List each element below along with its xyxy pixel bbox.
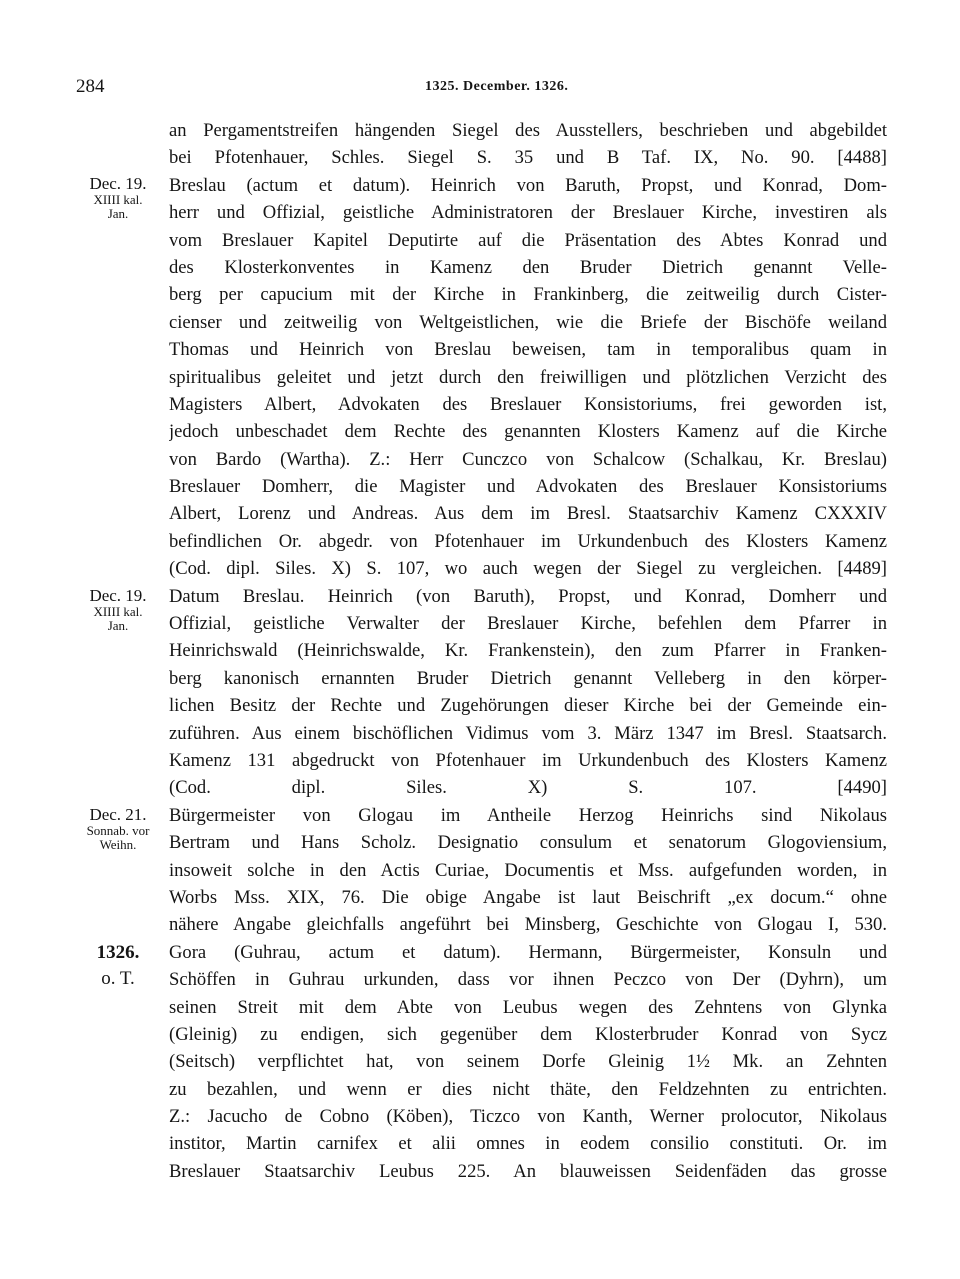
text-line: zuführen. Aus einem bischöflichen Vidimus vom 3. März 1347 im Bresl. Staatsarch. <box>169 722 887 744</box>
margin-roman-date: XIIII kal. <box>93 604 143 619</box>
text-line: Albert, Lorenz und Andreas. Aus dem im Bresl. Staatsarchiv Kamenz CXXXIV <box>169 503 887 525</box>
text-line: jedoch unbeschadet dem Rechte des genannten Klosters Kamenz auf die Kirche <box>169 421 887 443</box>
text-line: Worbs Mss. XIX, 76. Die obige Angabe ist laut Beischrift „ex docum.“ ohne <box>169 886 887 908</box>
page-header <box>0 76 960 106</box>
margin-roman-date: Sonnab. vor <box>86 823 150 838</box>
text-line: zu bezahlen, und wenn er dies nicht thäte, den Feldzehnten zu entrichten. <box>169 1078 887 1100</box>
margin-date-note <box>72 806 164 852</box>
margin-roman-date: XIIII kal. <box>93 192 143 207</box>
margin-year: 1326. <box>96 942 140 963</box>
page-number: 284 <box>76 76 105 97</box>
running-title: 1325. December. 1326. <box>425 79 569 94</box>
text-line: Thomas und Heinrich von Breslau beweisen, tam in temporalibus quam in <box>169 339 887 361</box>
text-line: (Cod. dipl. Siles. X) S. 107, wo auch wegen der Siegel zu vergleichen. [4489] <box>169 558 887 580</box>
text-line: cienser und zeitweilig von Weltgeistlichen, wie die Briefe der Bischöfe weiland <box>169 311 887 333</box>
body-text <box>169 117 887 1185</box>
text-line: Bertram und Hans Scholz. Designatio consulum et senatorum Glogoviensium, <box>169 832 887 854</box>
text-line: befindlichen Or. abgedr. von Pfotenhauer im Urkundenbuch des Klosters Kamenz <box>169 530 887 552</box>
text-line: (Seitsch) verpflichtet hat, von seinem Dorfe Gleinig 1½ Mk. an Zehnten <box>169 1051 887 1073</box>
text-line: seinen Streit mit dem Abte von Leubus wegen des Zehntens von Glynka <box>169 996 887 1018</box>
text-line: herr und Offizial, geistliche Administratoren der Breslauer Kirche, investiren als <box>169 202 887 224</box>
text-line: an Pergamentstreifen hängenden Siegel des Ausstellers, beschrieben und abgebildet <box>169 120 887 141</box>
text-line: vom Breslauer Kapitel Deputirte auf die Präsentation des Abtes Konrad und <box>169 229 887 251</box>
text-line: Bürgermeister von Glogau im Antheile Herzog Heinrichs sind Nikolaus <box>169 804 887 826</box>
text-line: bei Pfotenhauer, Schles. Siegel S. 35 und B Taf. IX, No. 90. [4488] <box>169 147 887 169</box>
text-line: von Bardo (Wartha). Z.: Herr Cunczco von Schalcow (Schalkau, Kr. Breslau) <box>169 448 887 470</box>
text-line: lichen Besitz der Rechte und Zugehörungen dieser Kirche bei der Gemeinde ein- <box>169 695 887 717</box>
margin-date: Dec. 19. <box>89 586 147 605</box>
text-line: spiritualibus geleitet und jetzt durch den freiwilligen und plötzlichen Verzicht des <box>169 366 887 388</box>
text-line: Z.: Jacucho de Cobno (Köben), Ticzco von Kanth, Werner prolocutor, Nikolaus <box>169 1106 887 1128</box>
text-line: nähere Angabe gleichfalls angeführt bei Minsberg, Geschichte von Glogau I, 530. <box>169 914 887 936</box>
text-line: (Gleinig) zu endigen, sich gegenüber dem Klosterbruder Konrad von Sycz <box>169 1023 887 1045</box>
text-line: Breslau (actum et datum). Heinrich von Baruth, Propst, und Konrad, Dom- <box>169 174 887 196</box>
margin-date-note <box>72 587 164 633</box>
text-line: Breslauer Staatsarchiv Leubus 225. An blauweissen Seidenfäden das grosse <box>169 1160 887 1182</box>
margin-date-note <box>72 175 164 221</box>
margin-month: Jan. <box>107 206 129 221</box>
text-line: des Klosterkonventes in Kamenz den Bruder Dietrich genannt Velle- <box>169 256 887 278</box>
text-line: berg per capucium mit der Kirche in Frankinberg, die zeitweilig durch Cister- <box>169 284 887 306</box>
text-line: (Cod. dipl. Siles. X) S. 107. [4490] <box>169 777 887 799</box>
margin-month: Jan. <box>107 618 129 633</box>
text-line: insoweit solche in den Actis Curiae, Documentis et Mss. aufgefunden worden, in <box>169 859 887 881</box>
text-line: Kamenz 131 abgedruckt von Pfotenhauer im Urkundenbuch des Klosters Kamenz <box>169 749 887 771</box>
margin-date: Dec. 19. <box>89 174 147 193</box>
text-line: Schöffen in Guhrau urkunden, dass vor ihnen Peczco von Der (Dyhrn), um <box>169 969 887 991</box>
margin-year-note <box>72 940 164 992</box>
text-line: Datum Breslau. Heinrich (von Baruth), Propst, und Konrad, Domherr und <box>169 585 887 607</box>
text-line: institor, Martin carnifex et alii omnes in eodem consilio constituti. Or. im <box>169 1133 887 1155</box>
margin-date-qualifier: o. T. <box>101 968 135 989</box>
margin-month: Weihn. <box>99 837 137 852</box>
text-line: Magisters Albert, Advokaten des Breslauer Konsistoriums, frei geworden ist, <box>169 393 887 415</box>
text-line: Breslauer Domherr, die Magister und Advokaten des Breslauer Konsistoriums <box>169 476 887 498</box>
text-line: berg kanonisch ernannten Bruder Dietrich genannt Velleberg in den körper- <box>169 667 887 689</box>
text-line: Gora (Guhrau, actum et datum). Hermann, Bürgermeister, Konsuln und <box>169 941 887 963</box>
text-line: Heinrichswald (Heinrichswalde, Kr. Frankenstein), den zum Pfarrer in Franken- <box>169 640 887 662</box>
text-line: Offizial, geistliche Verwalter der Breslauer Kirche, befehlen dem Pfarrer in <box>169 613 887 635</box>
margin-date: Dec. 21. <box>89 805 147 824</box>
